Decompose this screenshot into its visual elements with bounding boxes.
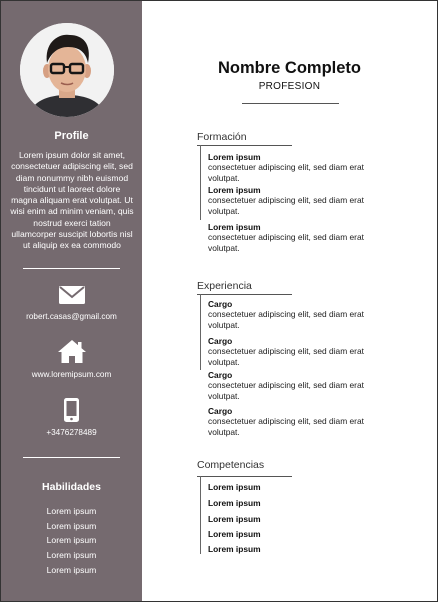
entry-description: consectetuer adipiscing elit, sed diam erat volutpat. [208,346,364,367]
entry-title: Cargo [208,370,233,380]
header-divider [242,103,339,104]
entry-description: consectetuer adipiscing elit, sed diam erat volutpat. [208,232,364,253]
home-icon [1,339,142,364]
section-timeline [200,145,201,220]
entry-title: Cargo [208,299,233,309]
entry-description: consectetuer adipiscing elit, sed diam erat volutpat. [208,195,364,216]
section-title-experiencia: Experiencia [197,280,252,292]
profile-photo [20,23,114,117]
competencia-item: Lorem ipsum [208,529,261,539]
section-title-formacion: Formación [197,131,247,143]
envelope-icon [1,286,142,304]
skill-item: Lorem ipsum [46,550,97,561]
section-title-competencias: Competencias [197,459,265,471]
section-timeline [200,476,201,554]
main-content [142,1,437,601]
entry-title: Cargo [208,336,233,346]
competencia-item: Lorem ipsum [208,544,261,554]
avatar [20,23,114,117]
sidebar-divider [23,457,120,458]
formacion-entry [208,185,378,216]
skill-item: Lorem ipsum [46,520,97,531]
sidebar [1,1,142,601]
competencia-item: Lorem ipsum [208,514,261,524]
sidebar-divider [23,268,120,269]
entry-title: Lorem ipsum [208,185,261,195]
full-name: Nombre Completo [217,59,361,77]
experiencia-entry [208,336,378,367]
contact-phone[interactable]: +3476278489 [46,428,97,437]
skill-item: Lorem ipsum [46,506,97,516]
formacion-entry [208,152,378,183]
competencia-item: Lorem ipsum [208,482,261,492]
contact-website[interactable]: www.loremipsum.com [31,370,112,379]
contact-email[interactable]: robert.casas@gmail.com [26,312,117,321]
formacion-entry [208,222,378,253]
entry-description: consectetuer adipiscing elit, sed diam erat volutpat. [208,416,364,437]
section-timeline [200,294,201,370]
section-rule [197,476,292,477]
skill-item: Lorem ipsum [46,535,97,546]
experiencia-entry [208,370,378,401]
competencia-item: Lorem ipsum [208,498,261,508]
entry-title: Lorem ipsum [208,152,261,162]
skills-heading: Habilidades [42,481,101,493]
entry-title: Cargo [208,406,233,416]
entry-description: consectetuer adipiscing elit, sed diam erat volutpat. [208,309,364,330]
entry-title: Lorem ipsum [208,222,261,232]
skill-item: Lorem ipsum [46,564,97,575]
profile-heading: Profile [54,130,89,142]
skills-list [1,504,142,577]
section-rule [197,294,292,295]
entry-description: consectetuer adipiscing elit, sed diam erat volutpat. [208,380,364,401]
profile-description: Lorem ipsum dolor sit amet, consectetuer adipiscing elit, sed diam nonummy nibh euismod tincidunt ut laoreet dolore magna aliquam erat volutpat. Ut wisi enim ad minim veniam, quis nostrud exerci tation ullamcorper suscipit lobortis nisl ut aliquip ex ea commodo [10,150,134,251]
profession: PROFESION [258,81,321,92]
phone-icon [1,398,142,422]
section-rule [197,145,292,146]
entry-description: consectetuer adipiscing elit, sed diam erat volutpat. [208,162,364,183]
experiencia-entry [208,406,378,437]
experiencia-entry [208,299,378,330]
